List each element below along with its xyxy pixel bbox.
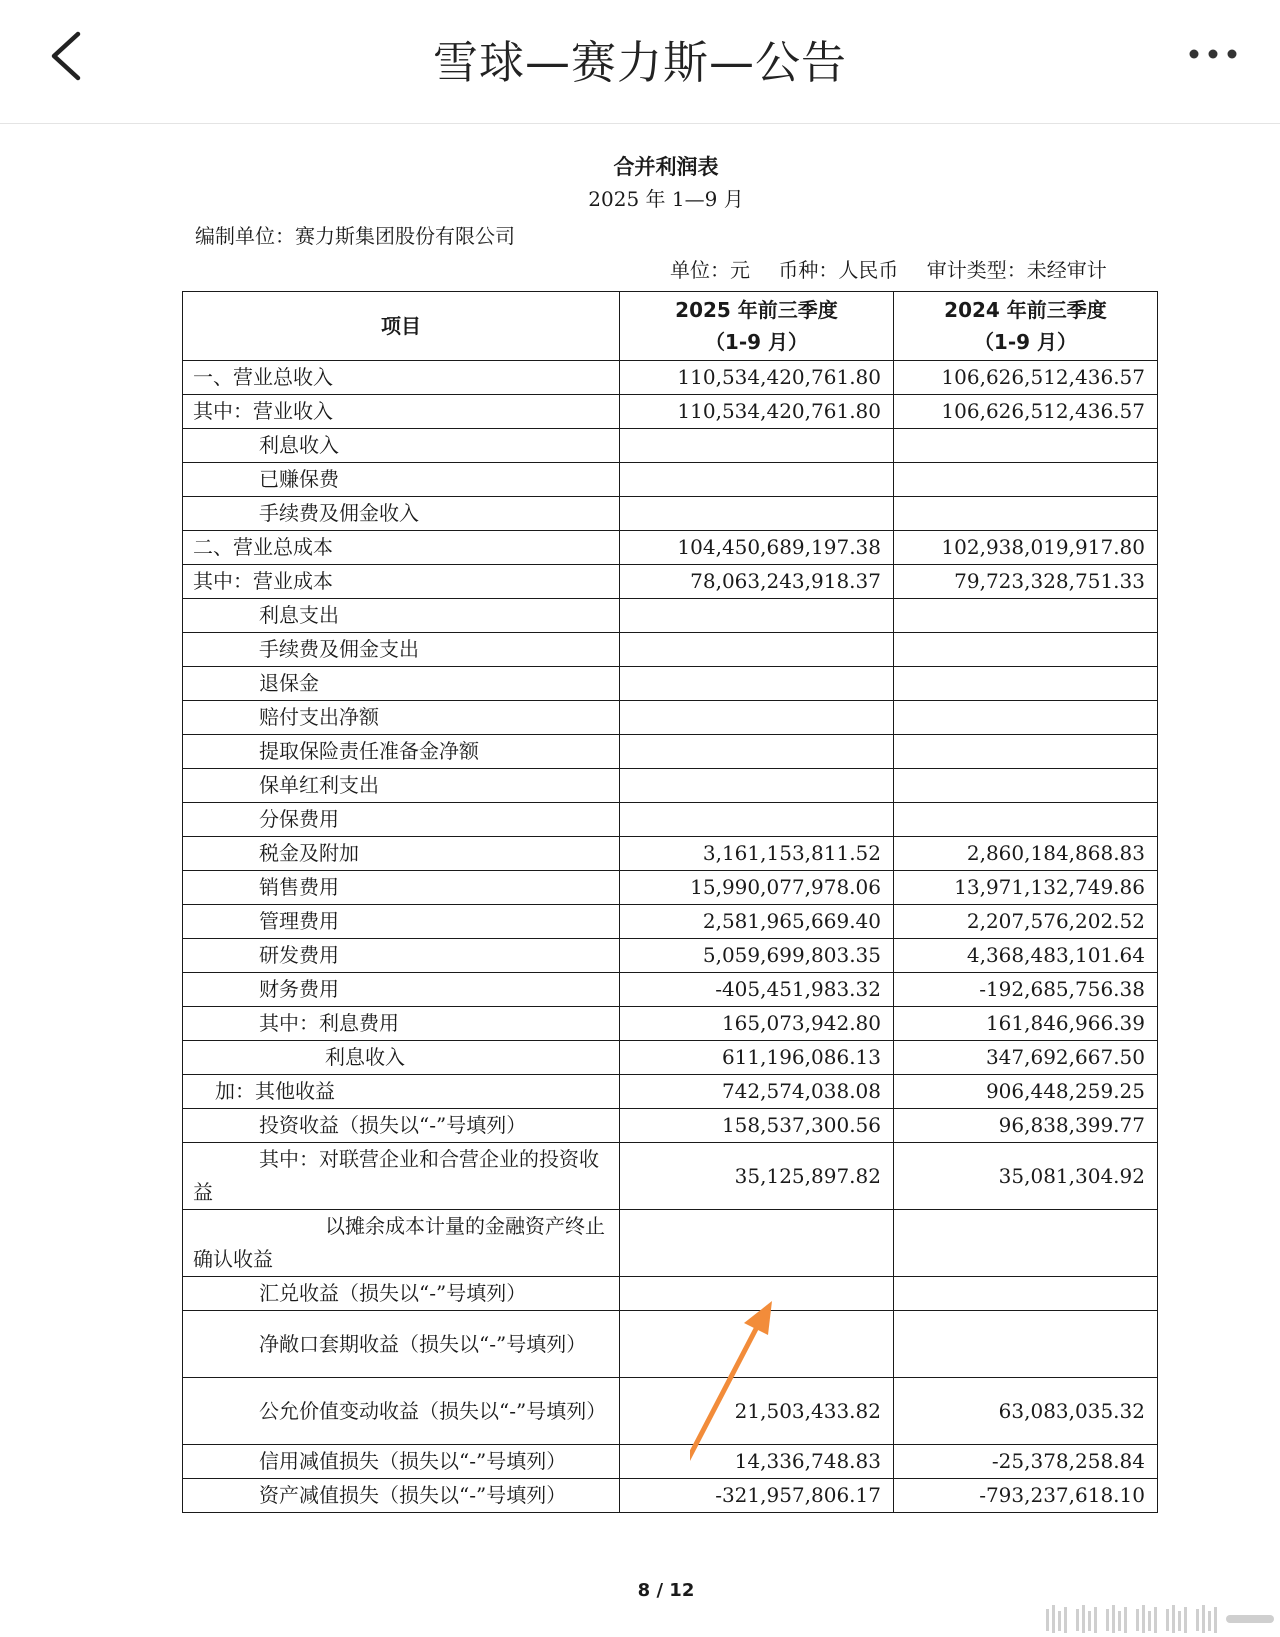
row-value-current xyxy=(620,701,894,735)
row-value-prior xyxy=(894,701,1158,735)
row-value-prior: 906,448,259.25 xyxy=(894,1075,1158,1109)
row-value-prior xyxy=(894,429,1158,463)
row-value-prior: 63,083,035.32 xyxy=(894,1378,1158,1445)
row-label: 手续费及佣金收入 xyxy=(183,497,620,531)
preparing-entity: 编制单位：赛力斯集团股份有限公司 xyxy=(195,224,515,248)
table-row xyxy=(183,803,1158,837)
row-value-prior xyxy=(894,633,1158,667)
row-value-prior: -192,685,756.38 xyxy=(894,973,1158,1007)
column-header-prior xyxy=(894,292,1158,361)
table-row xyxy=(183,1378,1158,1445)
row-value-current: 15,990,077,978.06 xyxy=(620,871,894,905)
row-label: 一、营业总收入 xyxy=(183,361,620,395)
audit-type-label: 审计类型：未经审计 xyxy=(926,258,1107,282)
table-row xyxy=(183,395,1158,429)
table-row xyxy=(183,531,1158,565)
table-row xyxy=(183,871,1158,905)
row-value-prior xyxy=(894,667,1158,701)
table-row xyxy=(183,361,1158,395)
row-label: 销售费用 xyxy=(183,871,620,905)
row-label: 其中：营业成本 xyxy=(183,565,620,599)
row-value-current xyxy=(620,429,894,463)
row-value-prior xyxy=(894,1277,1158,1311)
row-value-prior xyxy=(894,1210,1158,1277)
table-row xyxy=(183,1445,1158,1479)
row-value-current xyxy=(620,463,894,497)
statement-title: 合并利润表 xyxy=(613,155,719,179)
table-row xyxy=(183,837,1158,871)
table-row xyxy=(183,973,1158,1007)
row-value-current: 14,336,748.83 xyxy=(620,1445,894,1479)
row-label: 以摊余成本计量的金融资产终止确认收益 xyxy=(183,1210,620,1277)
table-row xyxy=(183,1007,1158,1041)
table-row xyxy=(183,667,1158,701)
row-label: 分保费用 xyxy=(183,803,620,837)
row-label: 利息收入 xyxy=(183,1041,620,1075)
row-value-current: 158,537,300.56 xyxy=(620,1109,894,1143)
row-label: 税金及附加 xyxy=(183,837,620,871)
row-value-prior: 13,971,132,749.86 xyxy=(894,871,1158,905)
row-value-current: 611,196,086.13 xyxy=(620,1041,894,1075)
table-row xyxy=(183,1075,1158,1109)
row-label: 信用减值损失（损失以“-”号填列） xyxy=(183,1445,620,1479)
row-value-current: 104,450,689,197.38 xyxy=(620,531,894,565)
page-title: 雪球—赛力斯—公告 xyxy=(432,36,847,89)
row-label: 保单红利支出 xyxy=(183,769,620,803)
table-row xyxy=(183,1041,1158,1075)
table-row xyxy=(183,1479,1158,1513)
table-row xyxy=(183,1210,1158,1277)
row-label: 公允价值变动收益（损失以“-”号填列） xyxy=(183,1378,620,1445)
row-value-prior xyxy=(894,463,1158,497)
table-row xyxy=(183,565,1158,599)
table-row xyxy=(183,429,1158,463)
statement-meta xyxy=(670,254,1107,283)
column-header-current-line2: （1-9 月） xyxy=(704,330,809,354)
row-value-prior xyxy=(894,1311,1158,1378)
row-label: 赔付支出净额 xyxy=(183,701,620,735)
row-value-current: 3,161,153,811.52 xyxy=(620,837,894,871)
row-value-current xyxy=(620,497,894,531)
row-value-prior xyxy=(894,497,1158,531)
table-row xyxy=(183,1143,1158,1210)
row-value-current xyxy=(620,667,894,701)
row-label: 手续费及佣金支出 xyxy=(183,633,620,667)
row-value-prior: 347,692,667.50 xyxy=(894,1041,1158,1075)
row-label: 退保金 xyxy=(183,667,620,701)
table-header-row xyxy=(183,292,1158,361)
column-header-prior-line1: 2024 年前三季度 xyxy=(944,298,1107,322)
statement-period: 2025 年 1—9 月 xyxy=(588,187,744,211)
row-value-prior xyxy=(894,735,1158,769)
income-statement-table xyxy=(182,291,1158,1513)
table-row xyxy=(183,701,1158,735)
row-label: 净敞口套期收益（损失以“-”号填列） xyxy=(183,1311,620,1378)
row-value-prior xyxy=(894,803,1158,837)
row-value-prior: 106,626,512,436.57 xyxy=(894,361,1158,395)
row-value-current: 110,534,420,761.80 xyxy=(620,361,894,395)
table-row xyxy=(183,1311,1158,1378)
row-label: 投资收益（损失以“-”号填列） xyxy=(183,1109,620,1143)
document-page xyxy=(0,123,1280,1627)
row-value-current xyxy=(620,803,894,837)
table-row xyxy=(183,599,1158,633)
row-value-prior: 106,626,512,436.57 xyxy=(894,395,1158,429)
row-value-current xyxy=(620,633,894,667)
row-value-prior: 102,938,019,917.80 xyxy=(894,531,1158,565)
row-value-prior xyxy=(894,769,1158,803)
row-value-current xyxy=(620,735,894,769)
row-value-current: 21,503,433.82 xyxy=(620,1378,894,1445)
row-value-current: 110,534,420,761.80 xyxy=(620,395,894,429)
column-header-prior-line2: （1-9 月） xyxy=(973,330,1078,354)
column-header-current xyxy=(620,292,894,361)
table-row xyxy=(183,769,1158,803)
row-label: 研发费用 xyxy=(183,939,620,973)
arrow-up-right-icon xyxy=(690,1233,810,1533)
table-row xyxy=(183,1277,1158,1311)
page-number: 8 / 12 xyxy=(637,1580,695,1601)
unit-label: 单位：元 xyxy=(670,258,750,282)
row-value-current: 2,581,965,669.40 xyxy=(620,905,894,939)
row-value-prior: 2,860,184,868.83 xyxy=(894,837,1158,871)
table-row xyxy=(183,905,1158,939)
row-value-prior: -25,378,258.84 xyxy=(894,1445,1158,1479)
column-header-current-line1: 2025 年前三季度 xyxy=(675,298,838,322)
row-label: 汇兑收益（损失以“-”号填列） xyxy=(183,1277,620,1311)
row-label: 资产减值损失（损失以“-”号填列） xyxy=(183,1479,620,1513)
table-body xyxy=(183,361,1158,1513)
row-label: 其中：利息费用 xyxy=(183,1007,620,1041)
column-header-item: 项目 xyxy=(183,292,620,361)
row-value-current xyxy=(620,769,894,803)
row-value-current: 742,574,038.08 xyxy=(620,1075,894,1109)
row-value-current: 5,059,699,803.35 xyxy=(620,939,894,973)
watermark-mark xyxy=(1040,1601,1280,1637)
table-row xyxy=(183,1109,1158,1143)
row-value-prior: 2,207,576,202.52 xyxy=(894,905,1158,939)
table-row xyxy=(183,633,1158,667)
row-value-prior: 161,846,966.39 xyxy=(894,1007,1158,1041)
row-label: 管理费用 xyxy=(183,905,620,939)
row-value-current: 35,125,897.82 xyxy=(620,1143,894,1210)
row-value-current: -321,957,806.17 xyxy=(620,1479,894,1513)
row-value-prior: 96,838,399.77 xyxy=(894,1109,1158,1143)
row-label: 二、营业总成本 xyxy=(183,531,620,565)
row-label: 已赚保费 xyxy=(183,463,620,497)
row-value-prior xyxy=(894,599,1158,633)
table-row xyxy=(183,463,1158,497)
row-value-current: 165,073,942.80 xyxy=(620,1007,894,1041)
row-value-prior: -793,237,618.10 xyxy=(894,1479,1158,1513)
table-row xyxy=(183,735,1158,769)
row-value-prior: 79,723,328,751.33 xyxy=(894,565,1158,599)
row-value-current xyxy=(620,599,894,633)
row-label: 利息收入 xyxy=(183,429,620,463)
row-label: 加：其他收益 xyxy=(183,1075,620,1109)
currency-label: 币种：人民币 xyxy=(778,258,899,282)
row-label: 财务费用 xyxy=(183,973,620,1007)
table-row xyxy=(183,939,1158,973)
row-label: 利息支出 xyxy=(183,599,620,633)
row-value-prior: 35,081,304.92 xyxy=(894,1143,1158,1210)
row-label: 其中：营业收入 xyxy=(183,395,620,429)
row-label: 提取保险责任准备金净额 xyxy=(183,735,620,769)
row-value-current: 78,063,243,918.37 xyxy=(620,565,894,599)
row-value-prior: 4,368,483,101.64 xyxy=(894,939,1158,973)
table-row xyxy=(183,497,1158,531)
row-label: 其中：对联营企业和合营企业的投资收益 xyxy=(183,1143,620,1210)
top-navigation-bar xyxy=(0,0,1280,124)
more-horizontal-icon[interactable] xyxy=(1188,44,1238,64)
row-value-current: -405,451,983.32 xyxy=(620,973,894,1007)
